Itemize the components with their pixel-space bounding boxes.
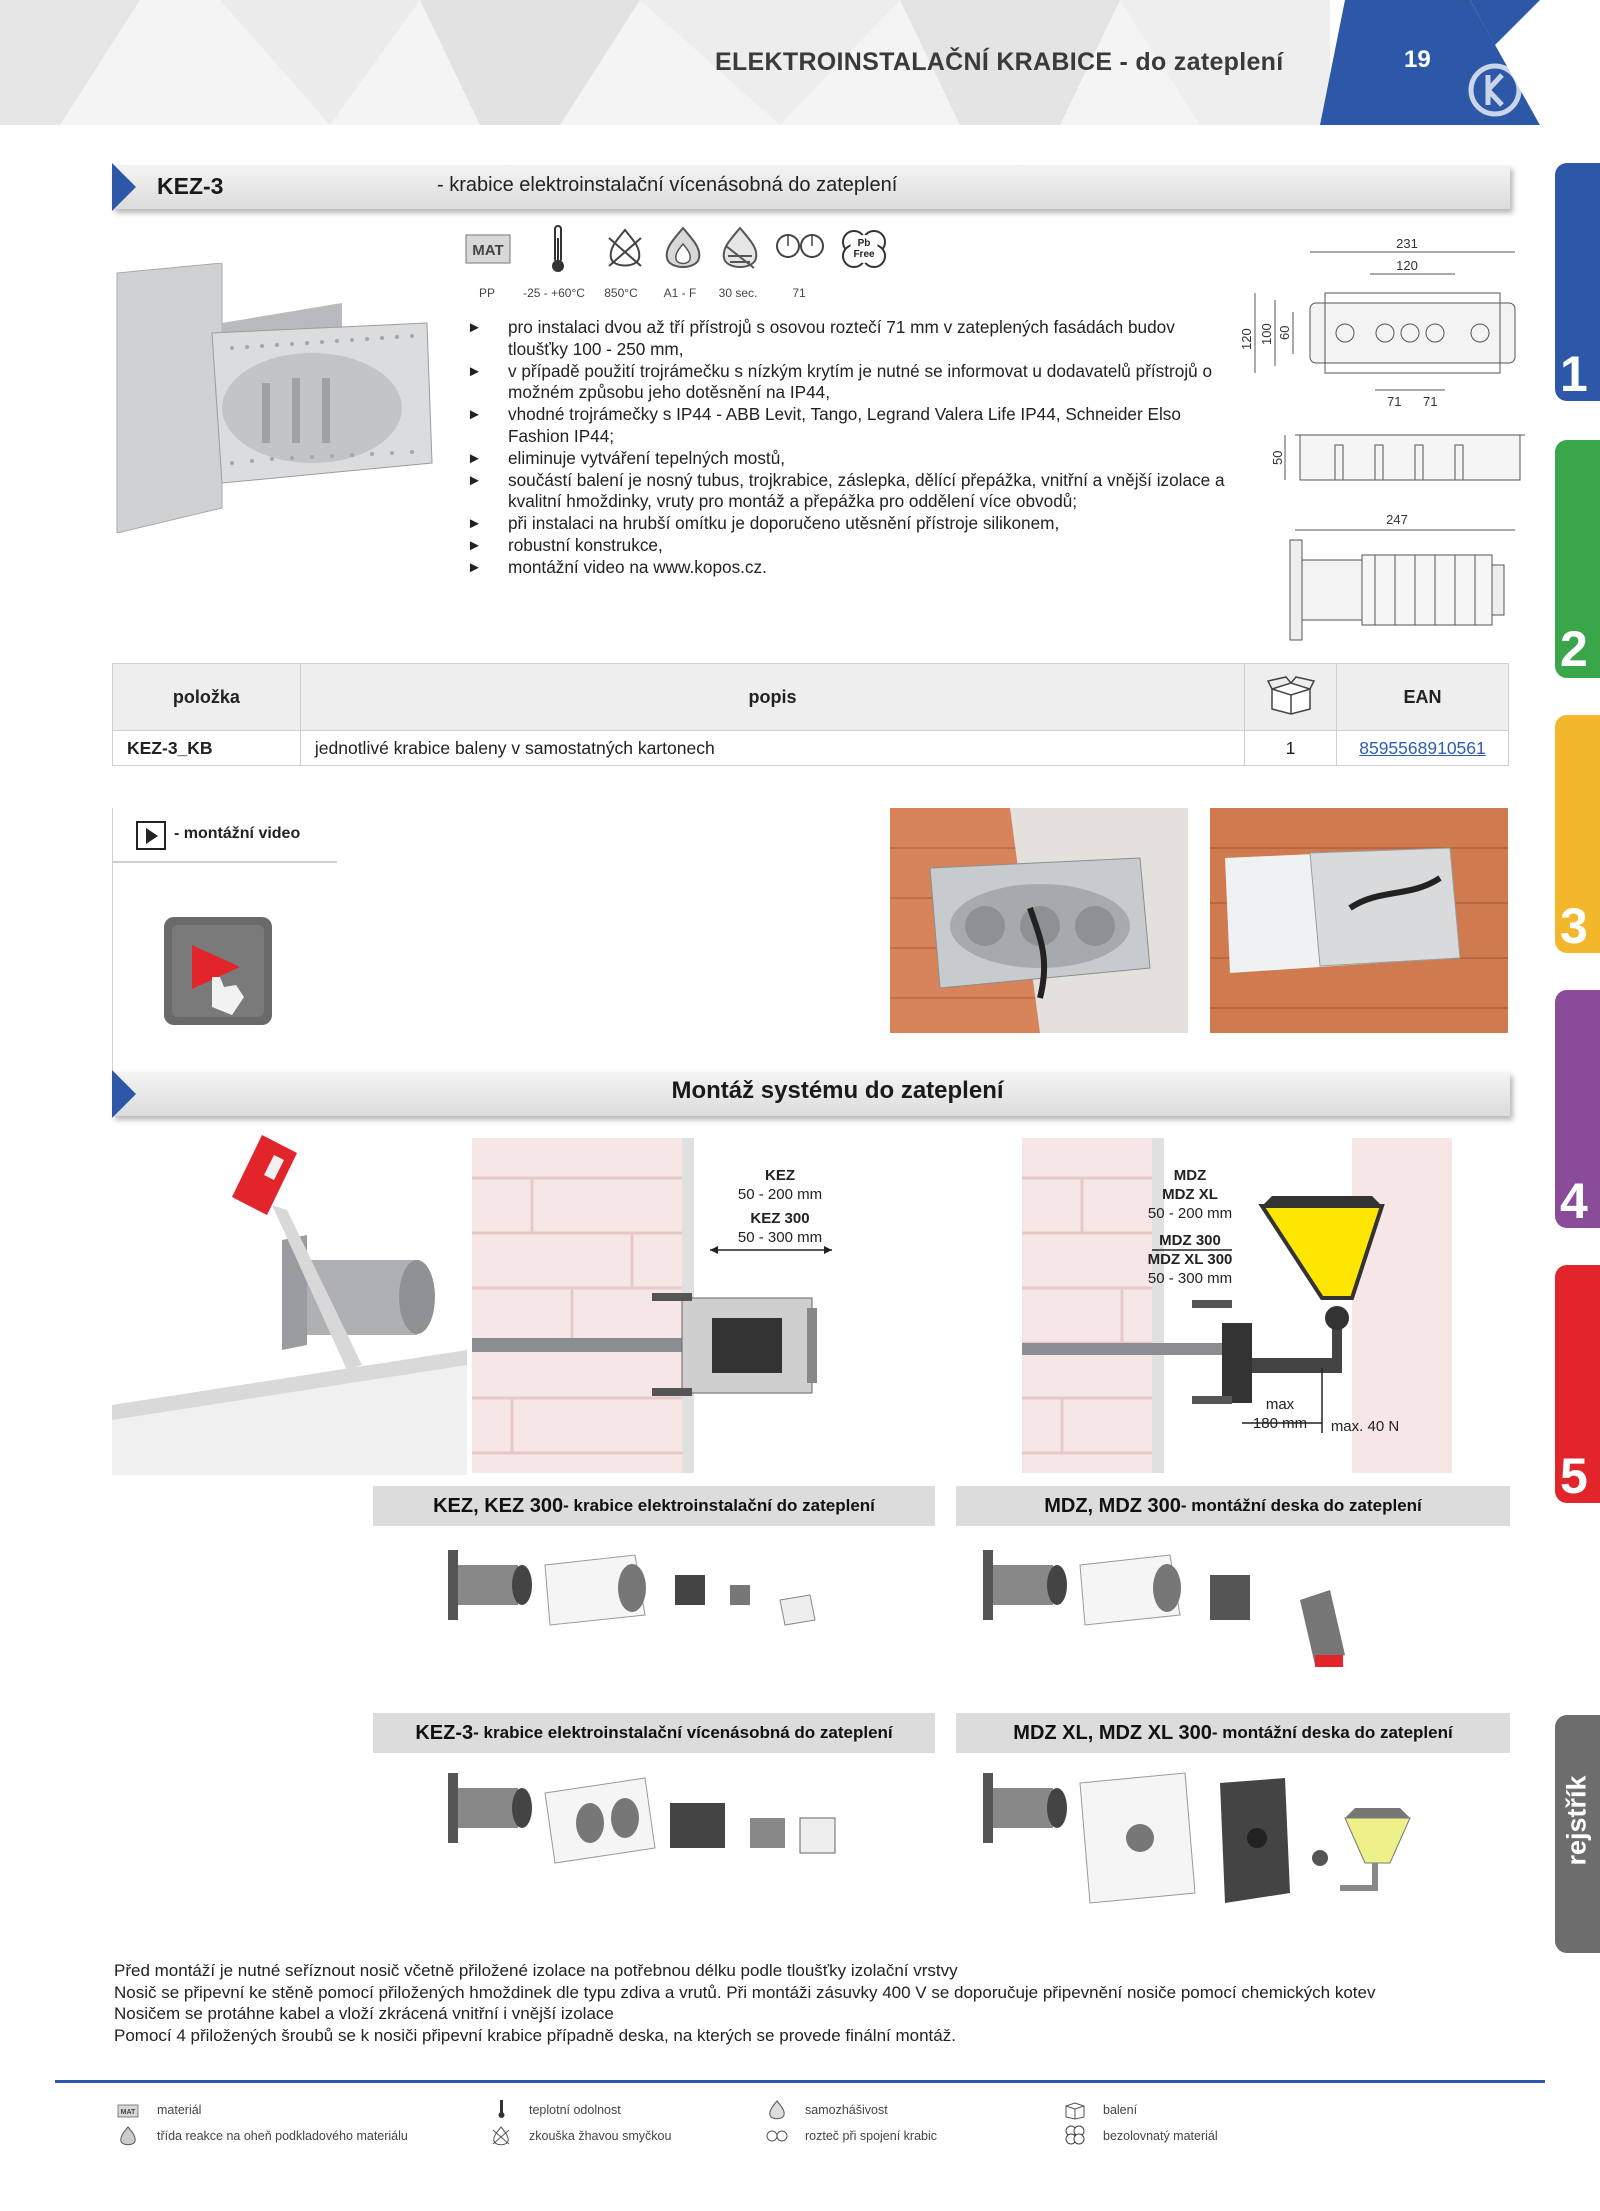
feature-item: ► součástí balení je nosný tubus, trojkrabice, záslepka, dělící přepážka, vnitřní a vnější izolace a kvalitní hmoždinky, vruty pro montáž a přepážka pro oddělení více obvodů; <box>467 469 1225 512</box>
svg-text:71: 71 <box>1387 394 1402 409</box>
legend-glow-wire: zkouška žhavou smyčkou <box>529 2129 672 2143</box>
flame-class-icon <box>661 226 705 272</box>
bullet-icon: ► <box>467 515 482 533</box>
caption-kez: KEZ, KEZ 300 - krabice elektroinstalační do zateplení <box>373 1486 935 1526</box>
svg-text:Pb: Pb <box>857 238 871 249</box>
montaz-title: Montáž systému do zateplení <box>671 1077 1004 1104</box>
max-force-annotation: max. 40 N <box>1330 1418 1400 1435</box>
installation-photo-2 <box>1210 808 1508 1033</box>
cell-qty: 1 <box>1245 731 1337 766</box>
svg-text:MAT: MAT <box>120 2109 136 2116</box>
feature-list <box>463 317 1233 579</box>
legend-self-extinguishing: samozhášivost <box>805 2103 888 2117</box>
side-tab-2-number: 2 <box>1560 621 1588 677</box>
box-icon <box>1064 2100 1086 2120</box>
bullet-icon: ► <box>467 558 482 576</box>
legend-temperature: teplotní odolnost <box>529 2103 621 2117</box>
icon-label-self-extinguishing: 30 sec. <box>718 286 758 300</box>
pb-free-icon <box>1064 2125 1086 2145</box>
side-tab-4-number: 4 <box>1560 1173 1588 1229</box>
feature-item: ► pro instalaci dvou až tří přístrojů s osovou roztečí 71 mm v zateplených fasádách budov tloušťky 100 - 250 mm, <box>467 317 1175 359</box>
spacing-icon <box>775 232 825 260</box>
video-label: - montážní video <box>174 825 301 842</box>
legend-material: materiál <box>157 2103 202 2117</box>
product-table <box>112 663 1509 766</box>
product-code: KEZ-3 <box>157 173 224 199</box>
svg-text:Free: Free <box>853 249 875 260</box>
bullet-icon: ► <box>467 449 482 467</box>
svg-text:60: 60 <box>1277 325 1292 340</box>
svg-text:247: 247 <box>1386 512 1408 527</box>
self-extinguishing-icon <box>766 2100 788 2120</box>
video-play-button-icon[interactable] <box>162 915 274 1027</box>
note-line: Před montáží je nutné seříznout nosič včetně přiložené izolace na potřebnou délku podle tloušťky izolační vrstvy <box>114 1961 958 1980</box>
cell-ean <box>1337 731 1509 766</box>
bullet-icon: ► <box>467 362 482 380</box>
col-header-item: položka <box>113 664 301 731</box>
material-mat-icon <box>465 234 511 264</box>
saw-cutting-illustration <box>112 1135 467 1475</box>
feature-item: ► robustní konstrukce, <box>467 534 663 555</box>
svg-text:231: 231 <box>1396 236 1418 251</box>
bullet-icon: ► <box>467 406 482 424</box>
thermometer-icon <box>490 2099 512 2119</box>
svg-text:MAT: MAT <box>472 242 504 259</box>
icon-label-spacing: 71 <box>792 286 806 300</box>
side-tab-3-number: 3 <box>1560 898 1588 954</box>
feature-item: ► vhodné trojrámečky s IP44 - ABB Levit, Tango, Legrand Valera Life IP44, Schneider Elso Fashion IP44; <box>467 404 1181 446</box>
page-number: 19 <box>1404 46 1431 73</box>
legend-fire-class: třída reakce na oheň podkladového materiálu <box>157 2129 408 2143</box>
col-header-ean: EAN <box>1337 664 1509 731</box>
svg-text:120: 120 <box>1396 258 1418 273</box>
caption-mdz: MDZ, MDZ 300 - montážní deska do zateplení <box>956 1486 1510 1526</box>
note-line: Nosičem se protáhne kabel a vloží zkrácená vnitřní i vnější izolace <box>114 2004 614 2023</box>
bullet-icon: ► <box>467 319 482 336</box>
video-divider <box>112 863 113 1083</box>
box-icon <box>1266 675 1316 715</box>
page-header-title: ELEKTROINSTALAČNÍ KRABICE - do zateplení <box>715 48 1284 76</box>
side-tab-5-number: 5 <box>1560 1448 1588 1504</box>
pb-free-icon <box>838 226 890 272</box>
mdz-xl-exploded-view <box>965 1763 1425 1923</box>
register-tab-label: rejstřík <box>1561 1775 1592 1866</box>
mdz-exploded-view <box>965 1540 1385 1680</box>
col-header-desc: popis <box>300 664 1244 731</box>
glow-wire-icon <box>603 226 647 272</box>
legend-packaging: balení <box>1103 2103 1138 2117</box>
svg-text:71: 71 <box>1423 394 1438 409</box>
legend-lead-free: bezolovnatý materiál <box>1103 2129 1218 2143</box>
max-depth-annotation: max 180 mm <box>1252 1396 1308 1432</box>
installation-photo-1 <box>890 808 1188 1033</box>
icon-label-temperature: -25 - +60°C <box>523 286 585 300</box>
feature-item: ► montážní video na www.kopos.cz. <box>467 556 767 577</box>
glow-wire-icon <box>490 2126 512 2146</box>
cell-desc: jednotlivé krabice baleny v samostatných kartonech <box>300 731 1244 766</box>
svg-text:50: 50 <box>1270 450 1285 465</box>
flame-class-icon <box>117 2126 139 2146</box>
icon-label-material: PP <box>478 286 495 300</box>
technical-drawing <box>1235 230 1535 650</box>
footer-rule <box>55 2080 1545 2083</box>
mdz-annotation: MDZ MDZ XL 50 - 200 mm MDZ 300 MDZ XL 300 50 - 300 mm <box>1147 1167 1233 1287</box>
thermometer-icon <box>548 224 568 274</box>
material-mat-icon <box>117 2101 139 2121</box>
kez-annotation: KEZ 50 - 200 mm KEZ 300 50 - 300 mm <box>737 1167 823 1246</box>
product-image <box>112 263 442 533</box>
icon-label-fire-class: A1 - F <box>663 286 697 300</box>
ean-link[interactable]: 8595568910561 <box>1359 737 1486 758</box>
svg-text:120: 120 <box>1239 328 1254 350</box>
table-row <box>113 731 1509 766</box>
property-icons <box>463 224 903 294</box>
spacing-icon <box>766 2126 788 2146</box>
note-line: Pomocí 4 přiložených šroubů se k nosiči připevní krabice případně deska, na kterých se provede finální montáž. <box>114 2025 956 2045</box>
note-line: Nosič se připevní ke stěně pomocí přiložených hmoždinek dle typu zdiva a vrutů. Při montáži zásuvky 400 V se doporučuje připevnění nosiče pomocí chemických kotev <box>114 1982 1376 2002</box>
side-tab-1-number: 1 <box>1560 346 1588 402</box>
cell-item: KEZ-3_KB <box>113 731 301 766</box>
feature-item: ► při instalaci na hrubší omítku je doporučeno utěsnění přístroje silikonem, <box>467 513 1060 534</box>
kez-3-exploded-view <box>430 1763 850 1903</box>
installation-notes <box>114 1960 1375 2046</box>
bullet-icon: ► <box>467 536 482 554</box>
play-icon[interactable] <box>136 821 166 850</box>
product-description: - krabice elektroinstalační vícenásobná do zateplení <box>437 174 898 196</box>
col-header-package <box>1245 664 1337 731</box>
icon-label-glow-wire: 850°C <box>604 286 638 300</box>
caption-kez-3: KEZ-3 - krabice elektroinstalační vícenásobná do zateplení <box>373 1713 935 1753</box>
self-extinguishing-icon <box>718 226 762 272</box>
feature-item: ► eliminuje vytváření tepelných mostů, <box>467 447 786 468</box>
feature-item: ► v případě použití trojrámečku s nízkým krytím je nutné se informovat u dodavatelů přístrojů o možném způsobu jeho dotěsnění na IP44, <box>467 360 1213 403</box>
product-header-arrow <box>112 163 136 211</box>
caption-mdz-xl: MDZ XL, MDZ XL 300 - montážní deska do zateplení <box>956 1713 1510 1753</box>
bullet-icon: ► <box>467 471 482 489</box>
kez-exploded-view <box>430 1540 830 1680</box>
legend-spacing: rozteč při spojení krabic <box>805 2129 938 2143</box>
svg-text:100: 100 <box>1259 323 1274 345</box>
